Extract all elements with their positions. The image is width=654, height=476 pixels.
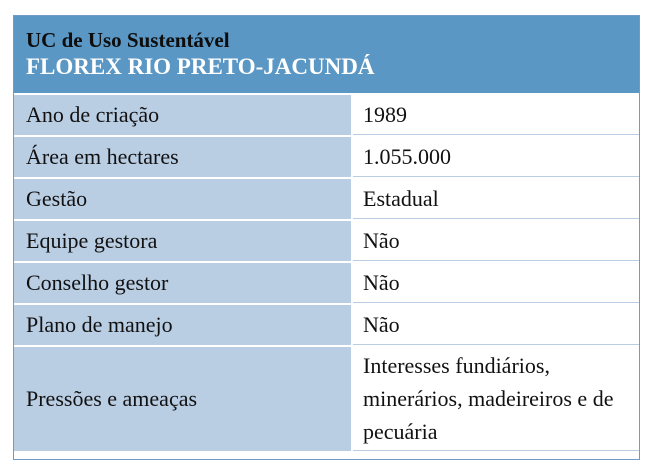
row-value: Não (353, 221, 639, 261)
row-value: 1989 (353, 95, 639, 135)
table-row (14, 93, 639, 135)
row-label: Pressões e ameaças (14, 347, 353, 451)
info-table (13, 15, 640, 460)
table-row (14, 177, 639, 219)
table-body (14, 93, 639, 451)
row-label: Equipe gestora (14, 221, 353, 261)
row-label: Área em hectares (14, 137, 353, 177)
table-row (14, 261, 639, 303)
table-row (14, 135, 639, 177)
table-header (14, 16, 639, 93)
table-row (14, 219, 639, 261)
row-label: Conselho gestor (14, 263, 353, 303)
table-subtitle: UC de Uso Sustentável (26, 28, 230, 52)
table-title: FLOREX RIO PRETO-JACUNDÁ (26, 54, 375, 79)
row-value: Não (353, 263, 639, 303)
row-value: Interesses fundiários, minerários, madeireiros e de pecuária (353, 347, 639, 451)
row-value: 1.055.000 (353, 137, 639, 177)
row-label: Gestão (14, 179, 353, 219)
table-row (14, 345, 639, 451)
row-value: Não (353, 305, 639, 345)
row-label: Plano de manejo (14, 305, 353, 345)
row-label: Ano de criação (14, 95, 353, 135)
table-row (14, 303, 639, 345)
row-value: Estadual (353, 179, 639, 219)
